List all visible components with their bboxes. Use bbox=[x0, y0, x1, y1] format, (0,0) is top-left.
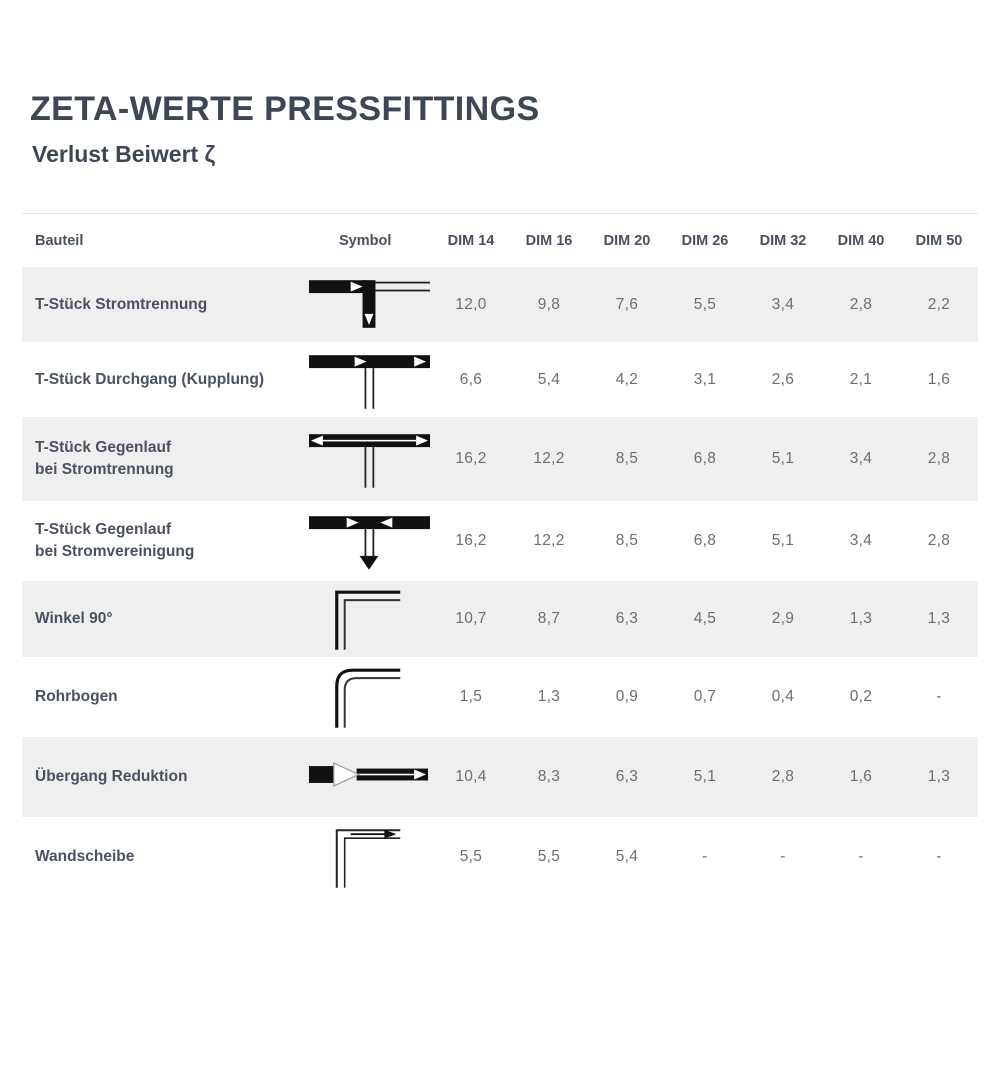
page-subtitle: Verlust Beiwert ζ bbox=[32, 141, 216, 167]
col-dim20-header: DIM 20 bbox=[603, 232, 651, 249]
value-cell: 1,3 bbox=[849, 610, 873, 627]
value-cell: 2,1 bbox=[849, 370, 873, 388]
page-title: ZETA-WERTE PRESSFITTINGS bbox=[30, 90, 540, 128]
col-dim32-header: DIM 32 bbox=[759, 232, 807, 249]
row-label: Winkel 90° bbox=[35, 610, 113, 628]
row-label: Wandscheibe bbox=[35, 848, 135, 866]
value-cell: 8,7 bbox=[537, 610, 561, 627]
value-cell: 5,4 bbox=[537, 370, 561, 388]
col-dim26-header: DIM 26 bbox=[681, 232, 729, 249]
value-cell: 10,7 bbox=[455, 610, 487, 627]
value-cell: 3,4 bbox=[771, 295, 795, 313]
row-label: T-Stück Stromtrennung bbox=[35, 295, 208, 313]
value-cell: - bbox=[780, 848, 786, 865]
table-row bbox=[22, 817, 978, 897]
zeta-values-table bbox=[22, 213, 978, 897]
value-cell: 12,2 bbox=[533, 450, 565, 467]
value-cell: 2,8 bbox=[849, 295, 873, 313]
wall-plate-icon bbox=[307, 824, 432, 890]
value-cell: 2,9 bbox=[771, 610, 795, 627]
page-header bbox=[30, 90, 970, 168]
value-cell: 2,8 bbox=[927, 450, 951, 467]
value-cell: 3,4 bbox=[849, 450, 873, 467]
reducer-icon bbox=[307, 744, 432, 810]
value-cell: 5,1 bbox=[693, 768, 717, 785]
value-cell: 6,6 bbox=[459, 370, 483, 388]
value-cell: 5,1 bbox=[771, 532, 795, 549]
value-cell: - bbox=[936, 848, 942, 865]
col-dim50-header: DIM 50 bbox=[915, 232, 963, 249]
table-row bbox=[22, 501, 978, 581]
col-dim16-header: DIM 16 bbox=[525, 232, 573, 249]
tee-straight-through-icon bbox=[307, 347, 432, 413]
table-row bbox=[22, 267, 978, 342]
value-cell: 2,8 bbox=[927, 532, 951, 549]
row-label: Rohrbogen bbox=[35, 688, 118, 706]
value-cell: 6,3 bbox=[615, 610, 639, 627]
value-cell: 7,6 bbox=[615, 295, 639, 313]
value-cell: 1,3 bbox=[927, 768, 951, 785]
value-cell: 12,2 bbox=[533, 532, 565, 549]
value-cell: 0,2 bbox=[849, 688, 873, 705]
value-cell: 5,4 bbox=[615, 848, 639, 865]
value-cell: 4,5 bbox=[693, 610, 717, 627]
value-cell: 8,5 bbox=[615, 532, 639, 549]
value-cell: 8,5 bbox=[615, 450, 639, 467]
row-label: T-Stück Gegenlauf bei Stromtrennung bbox=[35, 439, 174, 478]
col-dim40-header: DIM 40 bbox=[837, 232, 885, 249]
value-cell: 16,2 bbox=[455, 532, 487, 549]
value-cell: 6,8 bbox=[693, 532, 717, 549]
value-cell: 5,5 bbox=[459, 848, 483, 865]
tee-counterflow-separation-icon bbox=[307, 426, 432, 492]
value-cell: 3,4 bbox=[849, 532, 873, 549]
value-cell: 5,5 bbox=[693, 295, 717, 313]
value-cell: 16,2 bbox=[455, 450, 487, 467]
elbow-90-icon bbox=[307, 586, 432, 652]
value-cell: - bbox=[858, 848, 864, 865]
col-dim14-header: DIM 14 bbox=[447, 232, 495, 249]
tee-counterflow-merge-icon bbox=[307, 508, 432, 574]
col-bauteil-header: Bauteil bbox=[35, 232, 84, 249]
value-cell: 8,3 bbox=[537, 768, 561, 785]
value-cell: - bbox=[702, 848, 708, 865]
value-cell: 1,3 bbox=[927, 610, 951, 627]
row-label: T-Stück Gegenlauf bei Stromvereinigung bbox=[35, 521, 195, 560]
value-cell: 5,5 bbox=[537, 848, 561, 865]
table-row bbox=[22, 581, 978, 657]
value-cell: 1,6 bbox=[927, 370, 951, 388]
table-header-row bbox=[22, 213, 978, 267]
col-symbol-header: Symbol bbox=[339, 232, 392, 249]
tee-flow-separation-icon bbox=[307, 272, 432, 338]
row-label: Übergang Reduktion bbox=[35, 768, 188, 786]
value-cell: 4,2 bbox=[615, 370, 639, 388]
value-cell: 12,0 bbox=[455, 295, 487, 313]
value-cell: 1,3 bbox=[537, 688, 561, 705]
value-cell: 6,3 bbox=[615, 768, 639, 785]
pipe-bend-icon bbox=[307, 664, 432, 730]
table-row bbox=[22, 657, 978, 737]
value-cell: 0,7 bbox=[693, 688, 717, 705]
value-cell: 1,5 bbox=[459, 688, 483, 705]
row-label: T-Stück Durchgang (Kupplung) bbox=[35, 370, 265, 388]
table-row bbox=[22, 737, 978, 817]
value-cell: 2,2 bbox=[927, 295, 951, 313]
value-cell: - bbox=[936, 688, 942, 705]
table-row bbox=[22, 417, 978, 501]
value-cell: 5,1 bbox=[771, 450, 795, 467]
value-cell: 6,8 bbox=[693, 450, 717, 467]
table-row bbox=[22, 342, 978, 417]
value-cell: 2,8 bbox=[771, 768, 795, 785]
value-cell: 2,6 bbox=[771, 370, 795, 388]
value-cell: 0,9 bbox=[615, 688, 639, 705]
value-cell: 1,6 bbox=[849, 768, 873, 785]
value-cell: 9,8 bbox=[537, 295, 561, 313]
value-cell: 10,4 bbox=[455, 768, 487, 785]
value-cell: 0,4 bbox=[771, 688, 795, 705]
value-cell: 3,1 bbox=[693, 370, 717, 388]
